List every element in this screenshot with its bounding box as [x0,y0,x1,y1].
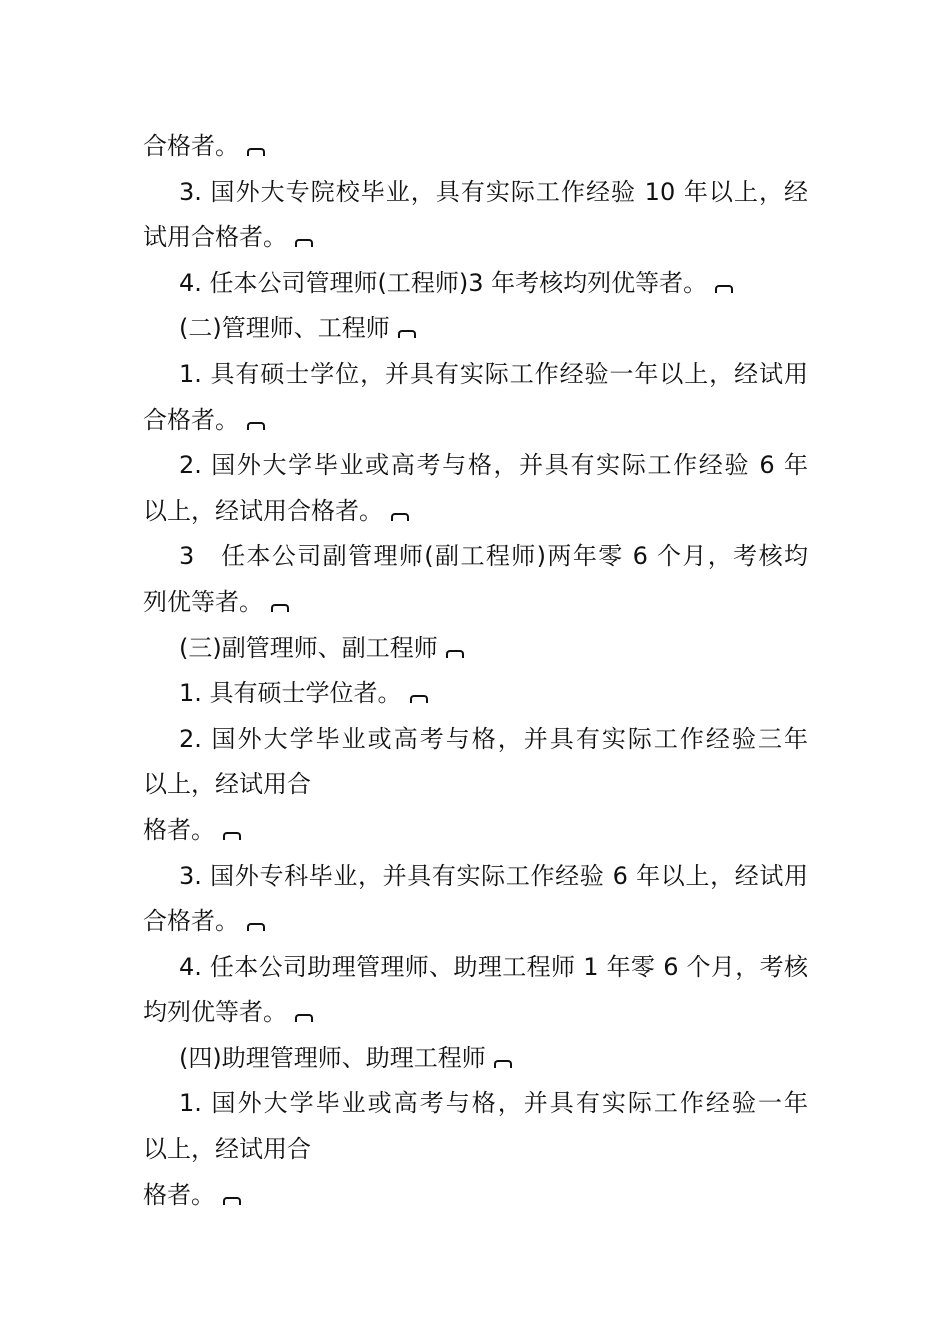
text-line [143,580,808,626]
line-text: 3. 国外大专院校毕业，具有实际工作经验 10 年以上，经 [179,177,808,206]
line-text: 1. 具有硕士学位者。 [179,679,402,708]
line-text: 以上，经试用合 [143,1135,311,1164]
paragraph-mark-icon [408,695,428,703]
text-line [143,1173,808,1219]
text-line [179,443,808,489]
line-text: (三)副管理师、副工程师 [179,633,438,662]
text-line [179,1081,808,1127]
line-text: 4. 任本公司管理师(工程师)3 年考核均列优等者。 [179,268,708,297]
text-line [143,1127,808,1173]
line-text: 均列优等者。 [143,998,287,1027]
text-line [143,762,808,808]
line-text: 3 任本公司副管理师(副工程师)两年零 6 个月，考核均 [179,542,808,571]
line-text: 1. 具有硕士学位，并具有实际工作经验一年以上，经试用 [179,359,808,388]
line-text: 列优等者。 [143,587,263,616]
line-text: (四)助理管理师、助理工程师 [179,1043,486,1072]
text-line [179,626,808,672]
line-text: 以上，经试用合 [143,770,311,799]
line-text: 格者。 [143,1180,215,1209]
text-line [179,717,808,763]
paragraph-mark-icon [492,1060,512,1068]
line-text: 合格者。 [143,405,239,434]
line-text: 2. 国外大学毕业或高考与格，并具有实际工作经验 6 年 [179,451,808,480]
line-text: 试用合格者。 [143,223,287,252]
line-text: (二)管理师、工程师 [179,314,390,343]
paragraph-mark-icon [389,513,409,521]
line-text: 以上，经试用合格者。 [143,496,383,525]
line-text: 1. 国外大学毕业或高考与格，并具有实际工作经验一年 [179,1089,808,1118]
text-line [143,808,808,854]
paragraph-mark-icon [444,650,464,658]
text-line [179,1036,808,1082]
text-line [143,398,808,444]
paragraph-mark-icon [293,1014,313,1022]
paragraph-mark-icon [221,832,241,840]
text-line [179,671,808,717]
text-line [143,215,808,261]
text-line [179,854,808,900]
text-line [179,534,808,580]
document-body [0,124,950,1218]
document-page [0,124,950,1218]
paragraph-mark-icon [396,330,416,338]
paragraph-mark-icon [293,239,313,247]
text-line [143,899,808,945]
text-line [179,352,808,398]
line-text: 合格者。 [143,132,239,160]
text-line [179,306,808,352]
text-line [143,990,808,1036]
text-line [179,170,808,216]
paragraph-mark-icon [245,148,265,156]
line-text: 3. 国外专科毕业，并具有实际工作经验 6 年以上，经试用 [179,861,808,890]
line-text: 格者。 [143,815,215,844]
paragraph-mark-icon [269,604,289,612]
paragraph-mark-icon [713,285,733,293]
paragraph-mark-icon [245,923,265,931]
text-line [143,124,808,170]
paragraph-mark-icon [245,422,265,430]
line-text: 合格者。 [143,907,239,936]
text-line [143,489,808,535]
line-text: 4. 任本公司助理管理师、助理工程师 1 年零 6 个月，考核 [179,952,808,981]
text-line [179,261,808,307]
paragraph-mark-icon [221,1197,241,1205]
line-text: 2. 国外大学毕业或高考与格，并具有实际工作经验三年 [179,724,808,753]
text-line [179,945,808,991]
